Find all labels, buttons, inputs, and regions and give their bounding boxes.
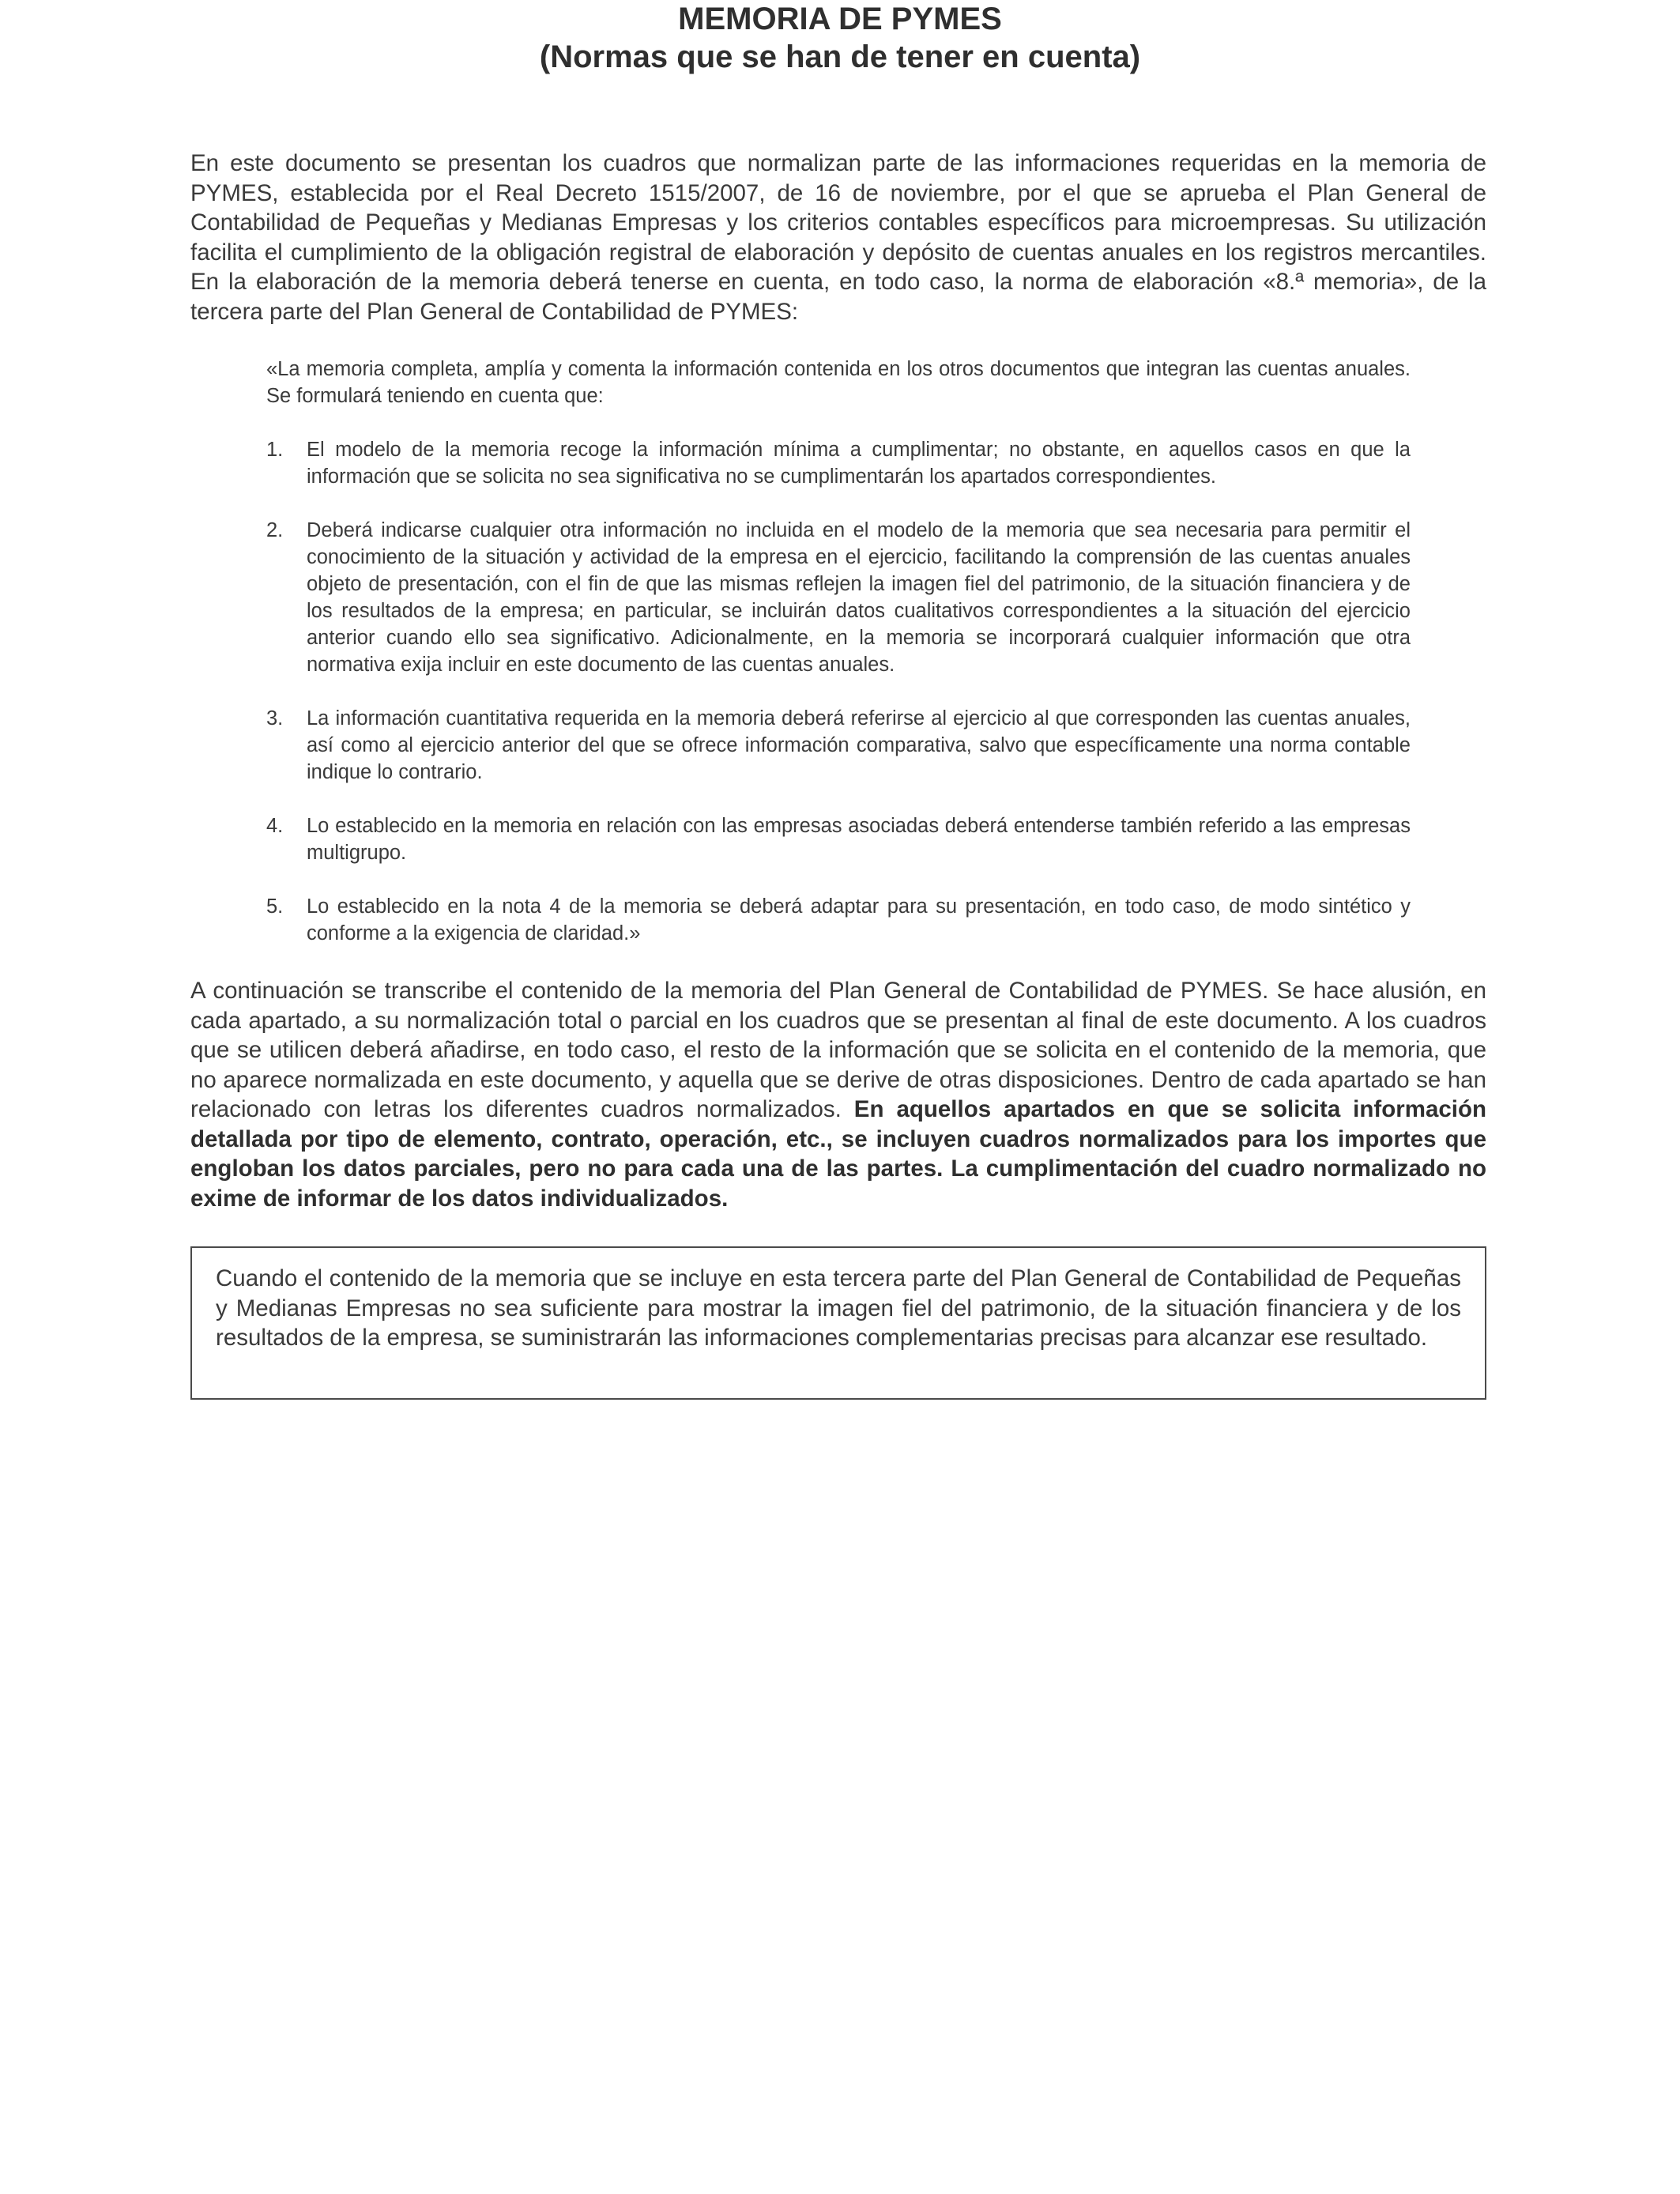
- page-subtitle: (Normas que se han de tener en cuenta): [539, 40, 1141, 74]
- continuation-text: A continuación se transcribe el contenido de la memoria del Plan General de Contabilidad de PYMES. Se hace alusión, en cada apartado, a su normalización total o parcial en los cuadros que se presentan al final de este documento. A los cuadros que se utilicen deberá añadirse, en todo caso, el resto de la información que se solicita en el contenido de la memoria, que no aparece normalizada en este documento, y aquella que se derive de otras disposiciones. Dentro de cada apartado se han relacionado con letras los diferentes cuadros normalizados.: [190, 978, 1486, 1122]
- intro-paragraph: En este documento se presentan los cuadros que normalizan parte de las informaciones requeridas en la memoria de PYMES, establecida por el Real Decreto 1515/2007, de 16 de noviembre, por el que se aprueba el Plan General de Contabilidad de Pequeñas y Medianas Empresas y los criterios contables específicos para microempresas. Su utilización facilita el cumplimiento de la obligación registral de elaboración y depósito de cuentas anuales en los registros mercantiles. En la elaboración de la memoria deberá tenerse en cuenta, en todo caso, la norma de elaboración «8.ª memoria», de la tercera parte del Plan General de Contabilidad de PYMES:: [190, 150, 1486, 325]
- list-item: [266, 436, 1411, 490]
- list-item-text: Lo establecido en la memoria en relación con las empresas asociadas deberá entenderse también referido a las empresas multigrupo.: [307, 815, 1411, 864]
- norm-list: [266, 436, 1411, 947]
- list-item: [266, 705, 1411, 786]
- page-title: MEMORIA DE PYMES: [678, 2, 1002, 36]
- boxed-note-text: Cuando el contenido de la memoria que se incluye en esta tercera parte del Plan General de Contabilidad de Pequeñas y Medianas Empresas no sea suficiente para mostrar la imagen fiel del patrimonio, de la situación financiera y de los resultados de la empresa, se suministrarán las informaciones complementarias precisas para alcanzar ese resultado.: [216, 1265, 1461, 1351]
- list-item-text: Deberá indicarse cualquier otra información no incluida en el modelo de la memoria que sea necesaria para permitir el conocimiento de la situación y actividad de la empresa en el ejercicio, facilitando la comprensión de las cuentas anuales objeto de presentación, con el fin de que las mismas reflejen la imagen fiel del patrimonio, de la situación financiera y de los resultados de la empresa; en particular, se incluirán datos cualitativos correspondientes a la situación del ejercicio anterior cuando ello sea significativo. Adicionalmente, en la memoria se incorporará cualquier información que otra normativa exija incluir en este documento de las cuentas anuales.: [307, 519, 1411, 676]
- boxed-note: [190, 1246, 1486, 1400]
- list-item-number: 2.: [266, 519, 284, 541]
- list-item: [266, 812, 1411, 866]
- list-item-number: 3.: [266, 707, 284, 729]
- list-item-number: 1.: [266, 439, 284, 461]
- continuation-bold-text: En aquellos apartados en que se solicita información detallada por tipo de elemento, contrato, operación, etc., se incluyen cuadros normalizados para los importes que engloban los datos parciales, pero no para cada una de las partes. La cumplimentación del cuadro normalizado no exime de informar de los datos individualizados.: [190, 1096, 1487, 1212]
- list-item-text: Lo establecido en la nota 4 de la memoria se deberá adaptar para su presentación, en todo caso, de modo sintético y conforme a la exigencia de claridad.»: [307, 895, 1411, 944]
- quoted-norm: [266, 356, 1411, 947]
- list-item-text: La información cuantitativa requerida en la memoria deberá referirse al ejercicio al que corresponden las cuentas anuales, así como al ejercicio anterior del que se ofrece información comparativa, salvo que específicamente una norma contable indique lo contrario.: [307, 707, 1411, 783]
- list-item-number: 4.: [266, 815, 284, 837]
- continuation-paragraph: [190, 976, 1486, 1213]
- list-item-text: El modelo de la memoria recoge la información mínima a cumplimentar; no obstante, en aquellos casos en que la información que se solicita no sea significativa no se cumplimentarán los apartados correspondientes.: [307, 439, 1411, 488]
- list-item: [266, 517, 1411, 678]
- quote-intro: «La memoria completa, amplía y comenta la información contenida en los otros documentos que integran las cuentas anuales. Se formulará teniendo en cuenta que:: [266, 358, 1411, 407]
- list-item: [266, 893, 1411, 947]
- list-item-number: 5.: [266, 895, 284, 918]
